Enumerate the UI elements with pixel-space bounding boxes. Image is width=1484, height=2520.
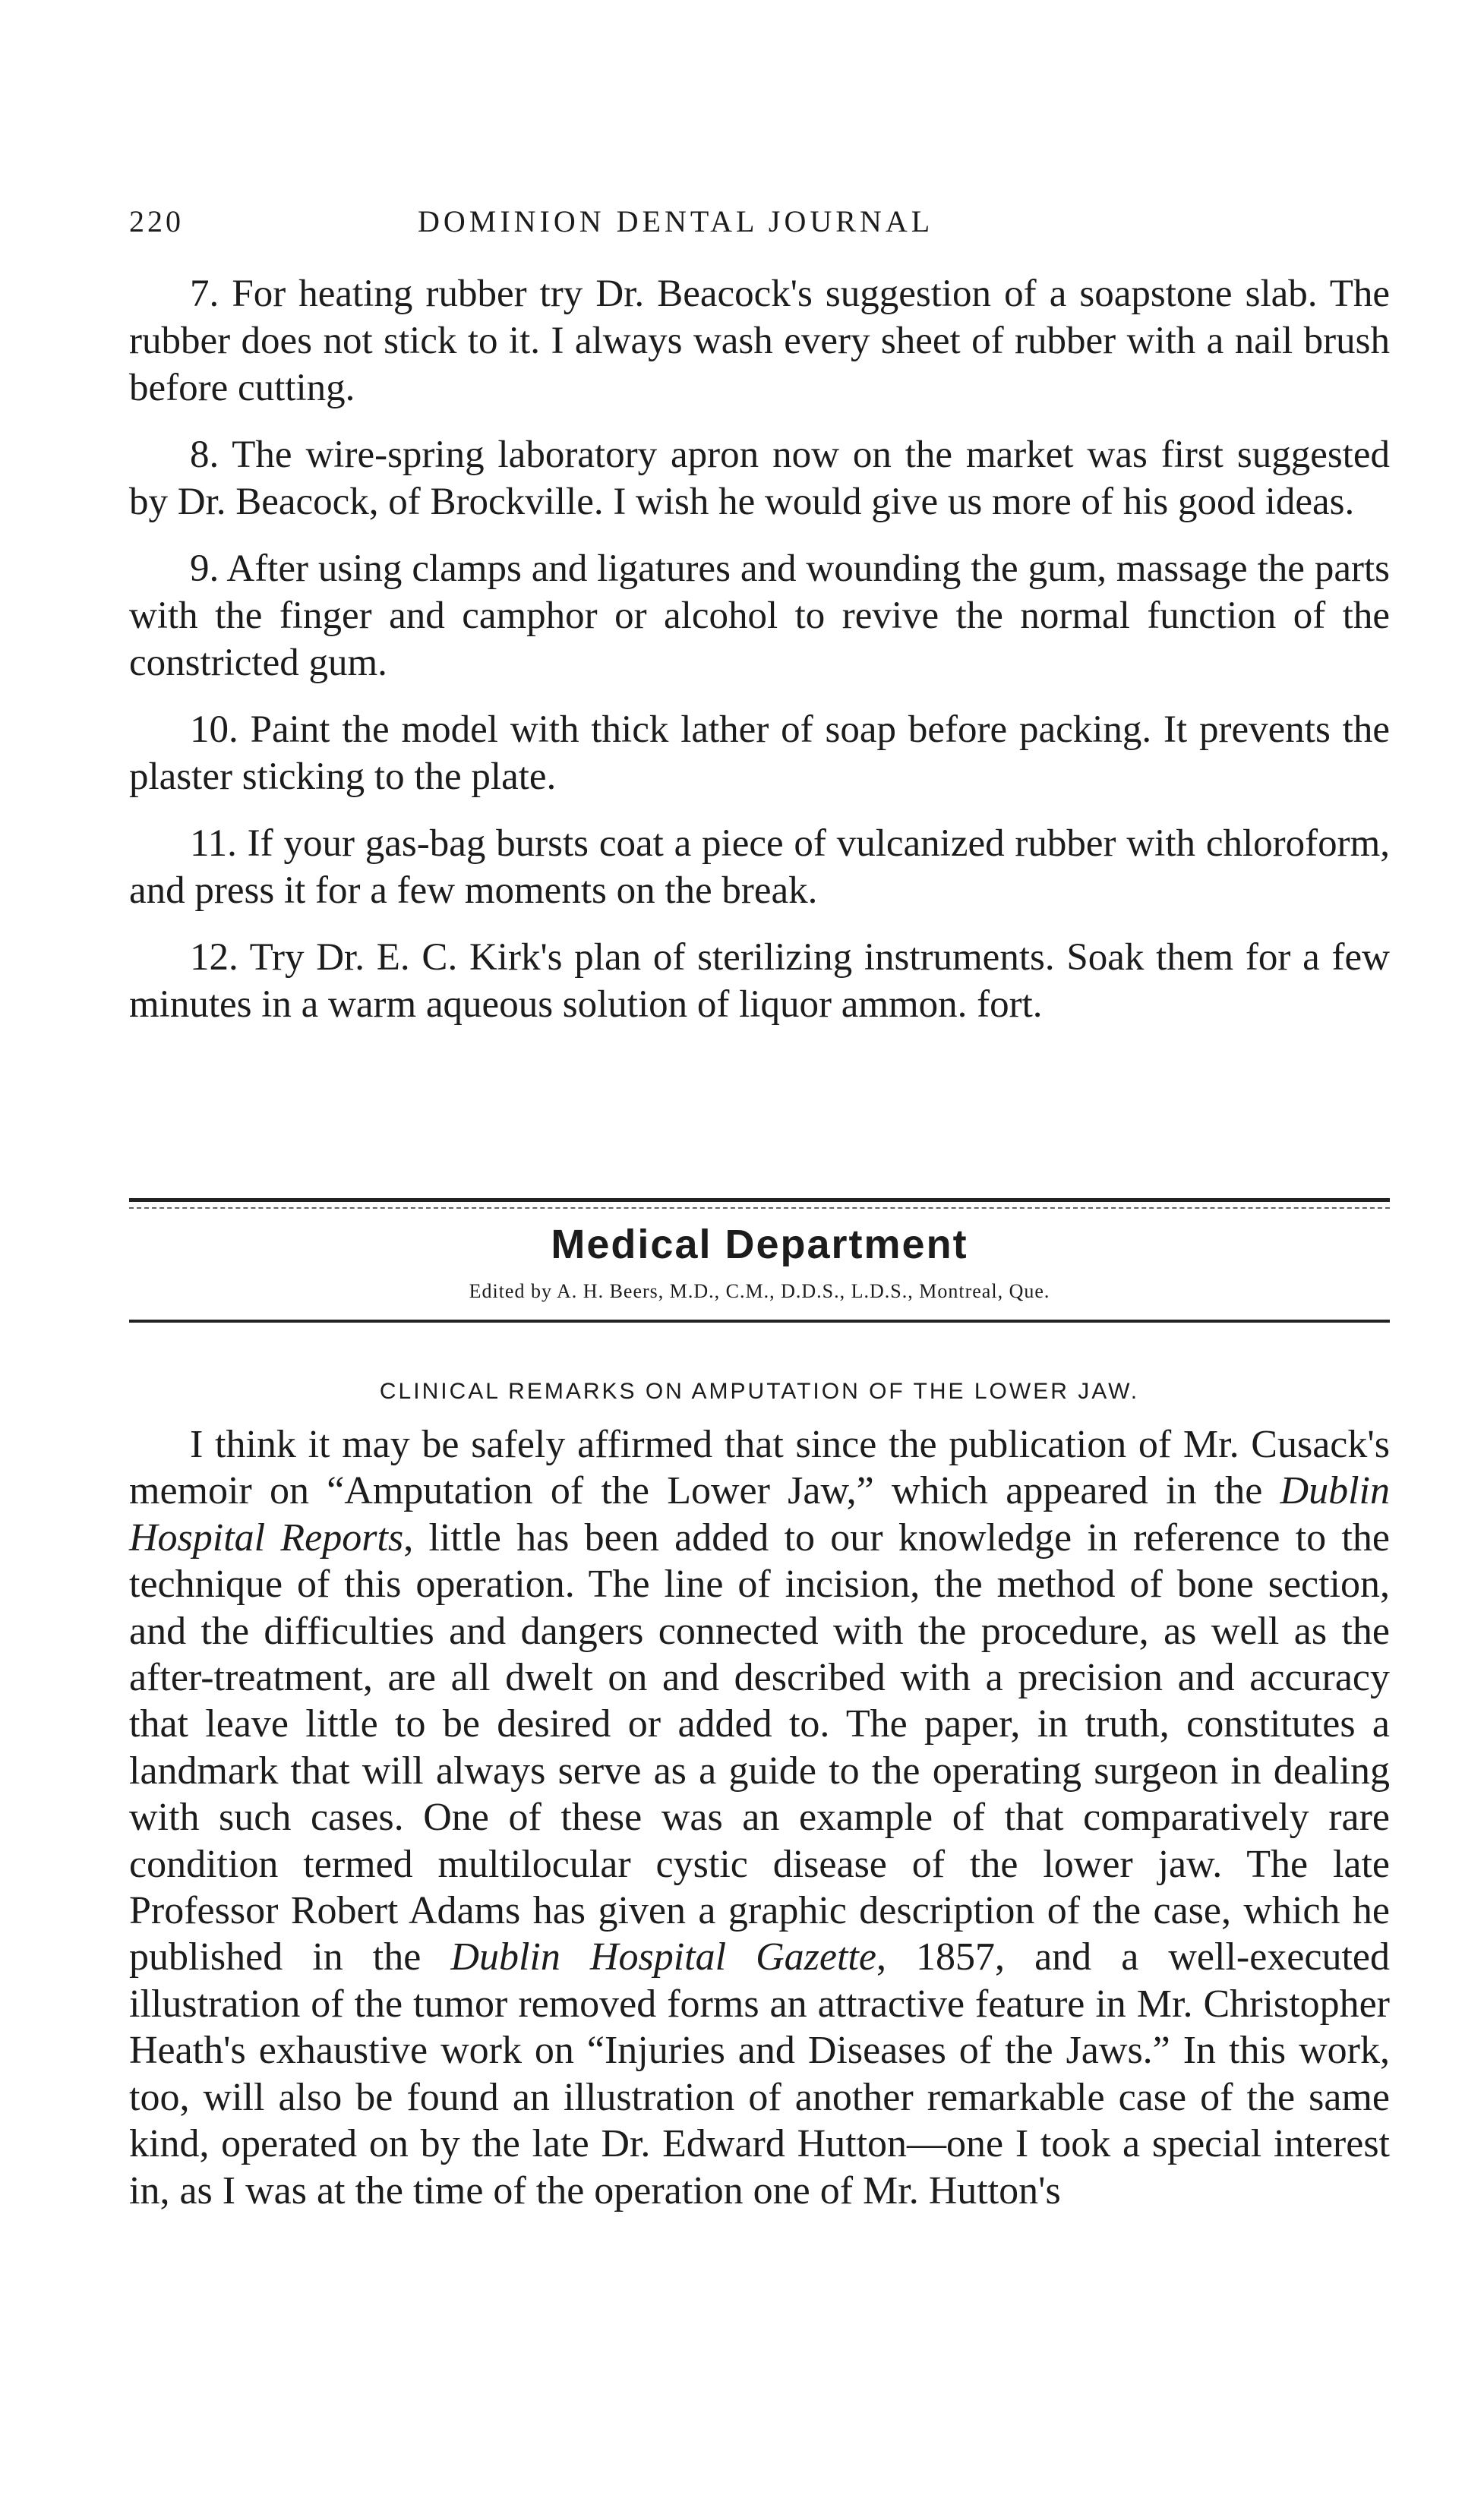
article-text-3: , 1857, and a well-executed illustration of the tumor removed forms an attractive feature in Mr. Christopher Heath's exhaustive work on “Injuries and Diseases of the Jaws.” In this work, too, will also be found an illustration of another remarkable case of the same kind, operated on by the late Dr. Edward Hutton—one I took a special interest in, as I was at the time of the operation one of Mr. Hutton's	[129, 1935, 1390, 2212]
tip-item-11: 11. If your gas-bag bursts coat a piece of vulcanized rubber with chloroform, and press it for a few moments on the break.	[129, 822, 1390, 912]
article-title: CLINICAL REMARKS ON AMPUTATION OF THE LOWER JAW.	[379, 1379, 1140, 1404]
section-divider-top	[129, 1198, 1390, 1202]
running-head	[129, 203, 1390, 249]
tip-item-8: 8. The wire-spring laboratory apron now on the market was first suggested by Dr. Beacock, of Brockville. I wish he would give us more of his good ideas.	[129, 434, 1390, 523]
article-text-2: , little has been added to our knowledge in reference to the technique of this operation. The line of incision, the method of bone section, and the difficulties and dangers connected with the procedure, as well as the after-treatment, are all dwelt on and described with a precision and accuracy that leave little to be desired or added to. The paper, in truth, constitutes a landmark that will always serve as a guide to the operating surgeon in dealing with such cases. One of these was an example of that comparatively rare condition termed multilocular cystic disease of the lower jaw. The late Professor Robert Adams has given a graphic description of the case, which he published in the	[129, 1515, 1390, 1979]
tip-item-10: 10. Paint the model with thick lather of soap before packing. It prevents the plaster sticking to the plate.	[129, 708, 1390, 798]
department-editor: Edited by A. H. Beers, M.D., C.M., D.D.S., L.D.S., Montreal, Que.	[469, 1280, 1050, 1302]
article-body	[129, 1421, 1390, 2214]
section-divider-bottom	[129, 1320, 1390, 1323]
tips-list	[129, 270, 1390, 1048]
publication-title-gazette: Dublin Hospital Gazette	[450, 1935, 876, 1979]
department-title: Medical Department	[551, 1222, 968, 1267]
page-number: 220	[129, 204, 184, 238]
journal-title: DOMINION DENTAL JOURNAL	[418, 204, 934, 238]
publication-title-reports: Dublin Hospital Reports	[129, 1469, 1390, 1560]
section-divider-top-dashed	[129, 1207, 1390, 1209]
article-text-1: I think it may be safely affirmed that since the publication of Mr. Cusack's memoir on “Amputation of the Lower Jaw,” which appeared in the	[129, 1423, 1390, 1513]
tip-item-7: 7. For heating rubber try Dr. Beacock's suggestion of a soapstone slab. The rubber does not stick to it. I always wash every sheet of rubber with a nail brush before cutting.	[129, 273, 1390, 409]
tip-item-12: 12. Try Dr. E. C. Kirk's plan of sterilizing instruments. Soak them for a few minutes in a warm aqueous solution of liquor ammon. fort.	[129, 936, 1390, 1026]
tip-item-9: 9. After using clamps and ligatures and wounding the gum, massage the parts with the finger and camphor or alcohol to revive the normal function of the constricted gum.	[129, 547, 1390, 684]
